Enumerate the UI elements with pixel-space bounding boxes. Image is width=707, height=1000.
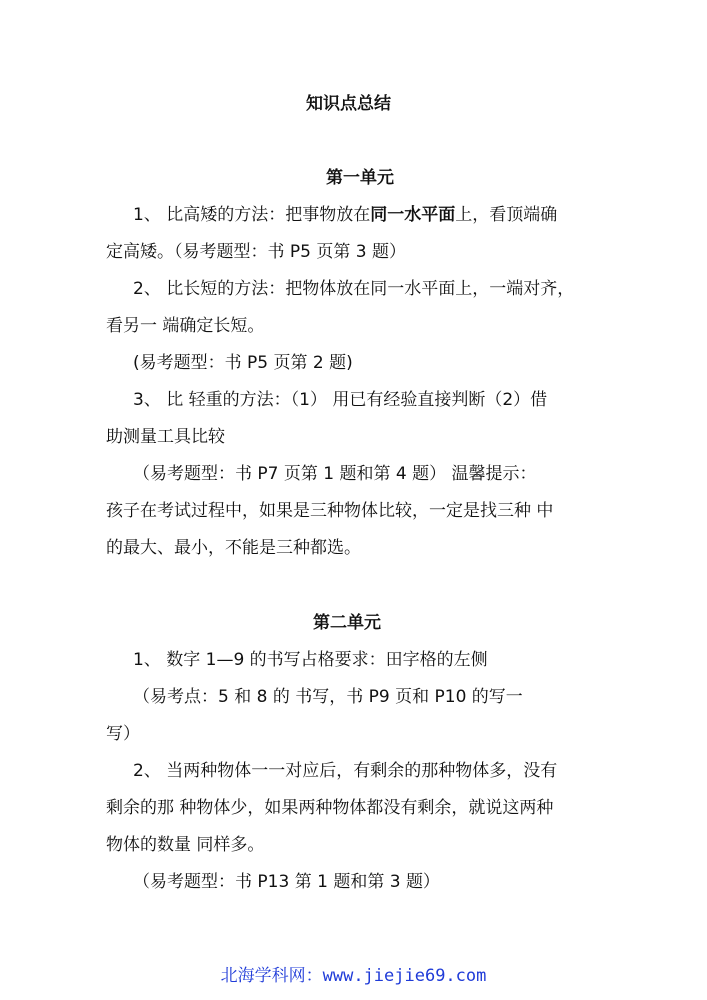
unit1-item3-tip-line2: 的最大、最小，不能是三种都选。 (106, 538, 361, 558)
unit2-item1-line1: 1、 数字 1—9 的书写占格要求：田字格的左侧 (133, 650, 488, 670)
unit1-item3-line1: 3、 比 轻重的方法：（1） 用已有经验直接判断（2）借 (133, 390, 548, 410)
unit2-item1-exam-note: （易考点：5 和 8 的 书写，书 P9 页和 P10 的写一 (133, 687, 523, 707)
unit1-item3-exam-note: （易考题型：书 P7 页第 1 题和第 4 题） 温馨提示： (133, 464, 537, 484)
unit1-heading: 第一单元 (326, 168, 394, 188)
footer-watermark (0, 964, 707, 988)
page-title: 知识点总结 (306, 94, 391, 114)
unit1-item1-bold-phrase: 同一水平面 (370, 205, 456, 225)
unit2-heading: 第二单元 (313, 613, 381, 633)
unit2-item2-line1: 2、 当两种物体一一对应后，有剩余的那种物体多，没有 (133, 761, 558, 781)
unit2-item2-line2: 剩余的那 种物体少，如果两种物体都没有剩余，就说这两种 (106, 798, 554, 818)
unit2-item2-exam-note: （易考题型：书 P13 第 1 题和第 3 题） (133, 872, 440, 892)
unit1-item2-line1: 2、 比长短的方法：把物体放在同一水平面上，一端对齐， (133, 279, 575, 299)
unit1-item1-text-pre: 1、 比高矮的方法：把事物放在 (133, 205, 371, 225)
footer-site-link[interactable]: www.jiejie69.com (322, 966, 487, 986)
unit1-item2-exam-note: (易考题型：书 P5 页第 2 题) (133, 353, 353, 373)
unit1-item2-line2: 看另一 端确定长短。 (106, 316, 265, 336)
unit1-item1-line2: 定高矮。（易考题型：书 P5 页第 3 题） (106, 242, 406, 262)
unit1-item1-line1 (133, 203, 557, 227)
unit2-item2-line3: 物体的数量 同样多。 (106, 835, 265, 855)
unit1-item3-line2: 助测量工具比较 (106, 427, 225, 447)
unit1-item3-tip-line1: 孩子在考试过程中，如果是三种物体比较，一定是找三种 中 (106, 501, 554, 521)
footer-label: 北海学科网： (220, 966, 323, 986)
unit2-item1-exam-note-cont: 写） (106, 724, 140, 744)
unit1-item1-text-post: 上，看顶端确 (455, 205, 558, 225)
